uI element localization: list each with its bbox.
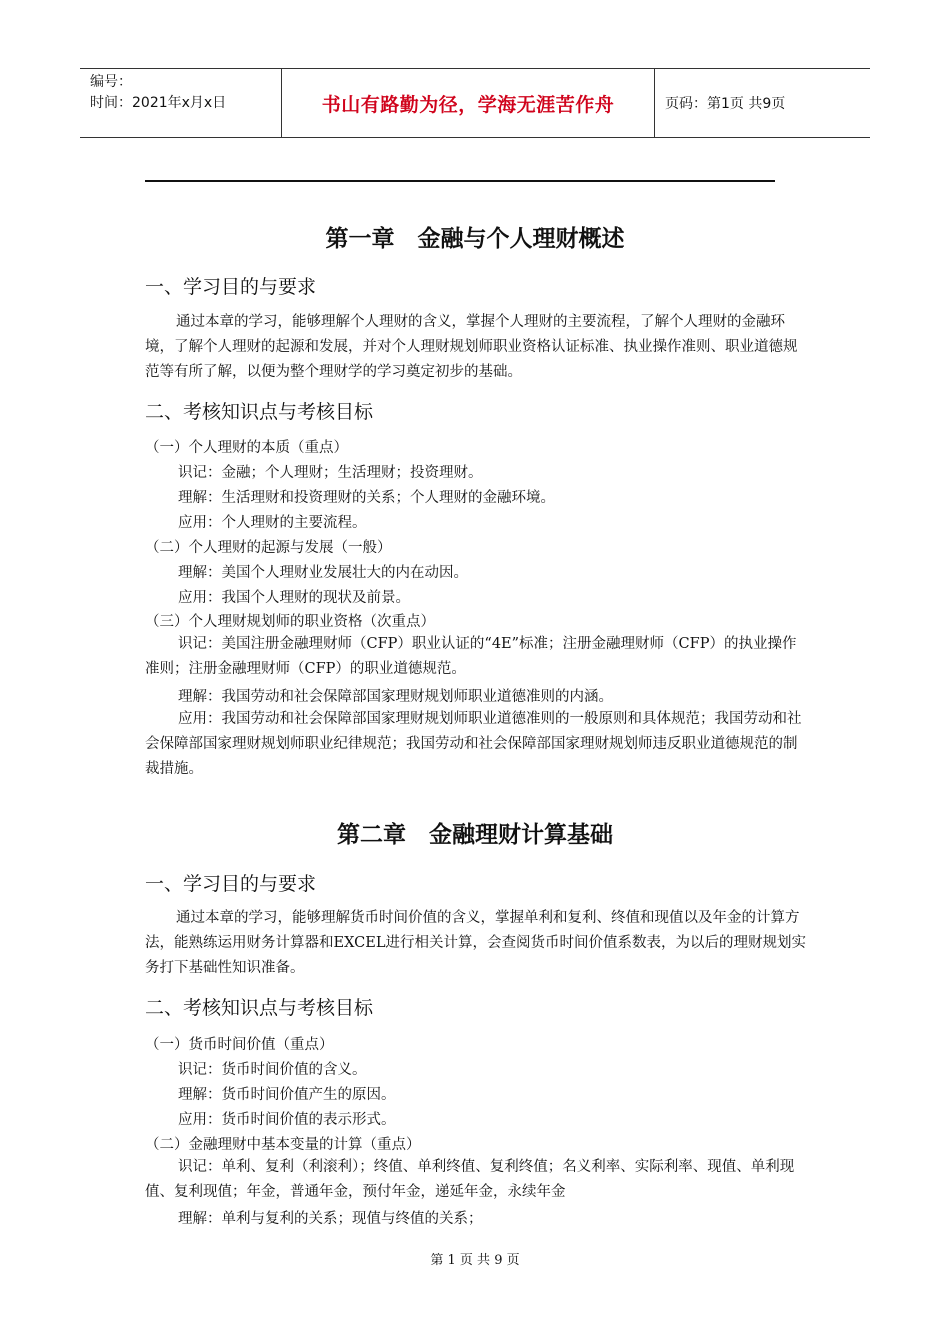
list-item: 理解：我国劳动和社会保障部国家理财规划师职业道德准则的内涵。 (178, 689, 613, 705)
ch2-section-1-paragraph: 通过本章的学习，能够理解货币时间价值的含义，掌握单利和复利、终值和现值以及年金的计算方法，能熟练运用财务计算器和EXCEL进行相关计算，会查阅货币时间价值系数表，为以后的理财规划实务打下基础性知识准备。 (145, 910, 806, 976)
ch1-section-1-paragraph: 通过本章的学习，能够理解个人理财的含义，掌握个人理财的主要流程，了解个人理财的金融环境，了解个人理财的起源和发展，并对个人理财规划师职业资格认证标准、执业操作准则、职业道德规范等有所了解，以便为整个理财学的学习奠定初步的基础。 (145, 314, 798, 380)
chapter-1-title: 第一章 金融与个人理财概述 (325, 226, 625, 252)
document-header (80, 68, 870, 138)
list-item: 理解：货币时间价值产生的原因。 (178, 1087, 396, 1103)
list-item: （二）个人理财的起源与发展（一般） (145, 540, 392, 556)
list-item: 理解：生活理财和投资理财的关系；个人理财的金融环境。 (178, 490, 555, 506)
list-item: 应用：我国个人理财的现状及前景。 (178, 590, 410, 606)
list-item: 应用：我国劳动和社会保障部国家理财规划师职业道德准则的一般原则和具体规范；我国劳动和社会保障部国家理财规划师职业纪律规范；我国劳动和社会保障部国家理财规划师违反职业道德规范的制裁措施。 (145, 711, 802, 777)
list-item: 识记：美国注册金融理财师（CFP）职业认证的“4E”标准；注册金融理财师（CFP）的执业操作准则；注册金融理财师（CFP）的职业道德规范。 (145, 636, 797, 677)
motto: 书山有路勤为径，学海无涯苦作舟 (321, 93, 615, 116)
list-item: 理解：美国个人理财业发展壮大的内在动因。 (178, 565, 468, 581)
list-item: 应用：个人理财的主要流程。 (178, 515, 367, 531)
ch1-section-1-title: 一、学习目的与要求 (145, 276, 317, 298)
time-label: 时间：2021年x月x日 (90, 95, 227, 111)
list-item: 识记：货币时间价值的含义。 (178, 1062, 367, 1078)
header-page-cell (655, 69, 870, 137)
list-item: 识记：金融；个人理财；生活理财；投资理财。 (178, 465, 483, 481)
list-item: （三）个人理财规划师的职业资格（次重点） (145, 614, 435, 630)
header-meta-cell (80, 69, 282, 137)
page-code: 页码：第1页 共9页 (665, 96, 786, 112)
list-item: （一）货币时间价值（重点） (145, 1037, 334, 1053)
divider-rule (145, 180, 775, 182)
ch1-section-2-title: 二、考核知识点与考核目标 (145, 401, 374, 423)
list-item: （二）金融理财中基本变量的计算（重点） (145, 1137, 421, 1153)
header-motto-cell (282, 69, 655, 137)
list-item: （一）个人理财的本质（重点） (145, 440, 348, 456)
list-item: 应用：货币时间价值的表示形式。 (178, 1112, 396, 1128)
ch2-section-2-title: 二、考核知识点与考核目标 (145, 997, 374, 1019)
chapter-2-title: 第二章 金融理财计算基础 (337, 822, 613, 848)
page-footer: 第 1 页 共 9 页 (430, 1253, 520, 1268)
list-item: 理解：单利与复利的关系；现值与终值的关系； (178, 1211, 483, 1227)
number-label: 编号： (90, 74, 132, 90)
ch2-section-1-title: 一、学习目的与要求 (145, 873, 317, 895)
list-item: 识记：单利、复利（利滚利）；终值、单利终值、复利终值；名义利率、实际利率、现值、单利现值、复利现值；年金，普通年金，预付年金，递延年金，永续年金 (145, 1159, 795, 1200)
